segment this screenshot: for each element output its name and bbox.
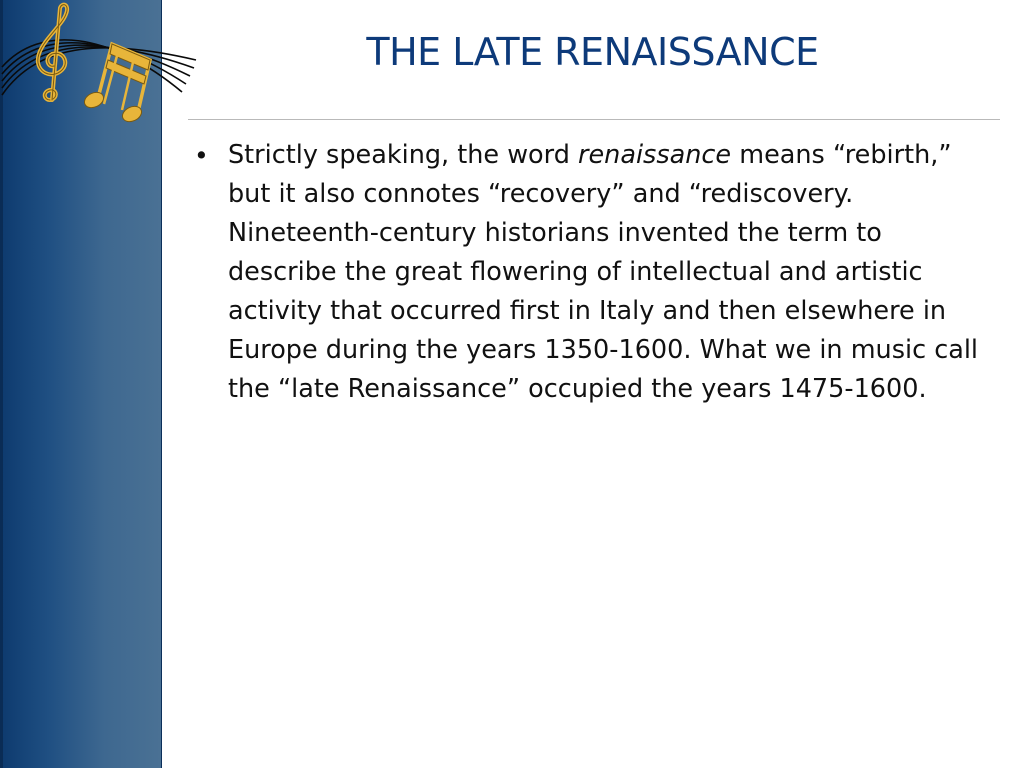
bullet-text-post: means “rebirth,” but it also connotes “recovery” and “rediscovery. Nineteenth-century historians invented the term to describe the great flowering of intellectual and artistic activity that occurred first in Italy and then elsewhere in Europe during the years 1350-1600. What we in music call the “late Renaissance” occupied the years 1475-1600. — [228, 140, 979, 404]
title-divider — [188, 119, 1000, 120]
bullet-text-pre: Strictly speaking, the word — [228, 140, 578, 170]
music-staff-lines — [2, 40, 196, 95]
page-title: THE LATE RENAISSANCE — [366, 30, 819, 74]
bullet-text — [228, 136, 980, 409]
music-notes-icon — [0, 0, 200, 130]
bullet-text-emphasis: renaissance — [578, 140, 732, 170]
list-item — [190, 136, 990, 409]
bullet-list — [190, 136, 990, 409]
beamed-notes-icon — [82, 44, 150, 125]
bullet-dot: • — [194, 141, 209, 170]
